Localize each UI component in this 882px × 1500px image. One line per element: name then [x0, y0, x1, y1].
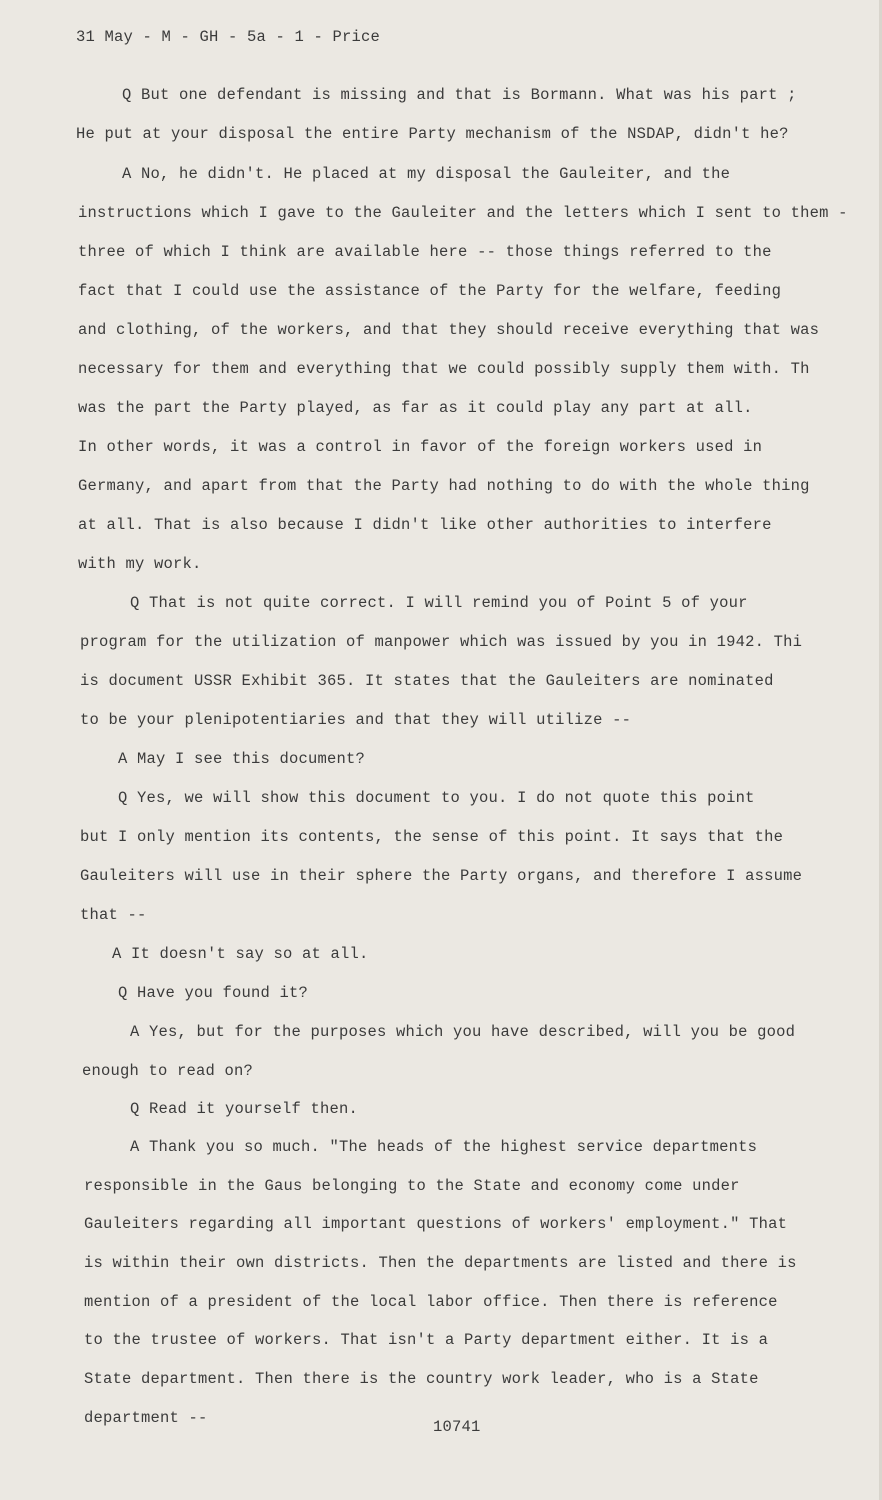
transcript-line: to be your plenipotentiaries and that they will utilize --	[80, 711, 632, 729]
transcript-line: three of which I think are available here -- those things referred to the	[78, 243, 772, 261]
transcript-line: A May I see this document?	[118, 750, 366, 768]
transcript-line: Gauleiters regarding all important questions of workers' employment." That	[84, 1215, 788, 1233]
transcript-line: He put at your disposal the entire Party mechanism of the NSDAP, didn't he?	[76, 125, 789, 143]
transcript-line: and clothing, of the workers, and that they should receive everything that was	[78, 321, 820, 339]
transcript-line: Q Have you found it?	[118, 984, 309, 1002]
transcript-line: fact that I could use the assistance of the Party for the welfare, feeding	[78, 282, 782, 300]
transcript-line: necessary for them and everything that we could possibly supply them with. Th	[78, 360, 810, 378]
transcript-line: Q Read it yourself then.	[130, 1100, 359, 1118]
transcript-line: A No, he didn't. He placed at my disposal the Gauleiter, and the	[122, 165, 731, 183]
transcript-line: with my work.	[78, 555, 202, 573]
transcript-line: A It doesn't say so at all.	[112, 945, 369, 963]
transcript-line: program for the utilization of manpower which was issued by you in 1942. Thi	[80, 633, 803, 651]
transcript-line: enough to read on?	[82, 1062, 254, 1080]
transcript-line: Germany, and apart from that the Party had nothing to do with the whole thing	[78, 477, 810, 495]
transcript-line: that --	[80, 906, 147, 924]
transcript-line: Q Yes, we will show this document to you. I do not quote this point	[118, 789, 755, 807]
page-number: 10741	[433, 1418, 481, 1436]
transcript-line: responsible in the Gaus belonging to the State and economy come under	[84, 1177, 740, 1195]
transcript-line: In other words, it was a control in favor of the foreign workers used in	[78, 438, 763, 456]
transcript-line: Q But one defendant is missing and that is Bormann. What was his part ;	[122, 86, 797, 104]
transcript-line: instructions which I gave to the Gauleiter and the letters which I sent to them -	[78, 204, 848, 222]
transcript-line: at all. That is also because I didn't like other authorities to interfere	[78, 516, 772, 534]
transcript-line: to the trustee of workers. That isn't a Party department either. It is a	[84, 1331, 769, 1349]
transcript-line: but I only mention its contents, the sense of this point. It says that the	[80, 828, 784, 846]
page-header: 31 May - M - GH - 5a - 1 - Price	[76, 28, 381, 46]
transcript-line: is document USSR Exhibit 365. It states that the Gauleiters are nominated	[80, 672, 774, 690]
transcript-line: A Yes, but for the purposes which you have described, will you be good	[130, 1023, 796, 1041]
transcript-line: Gauleiters will use in their sphere the Party organs, and therefore I assume	[80, 867, 803, 885]
transcript-line: was the part the Party played, as far as it could play any part at all.	[78, 399, 753, 417]
transcript-line: mention of a president of the local labor office. Then there is reference	[84, 1293, 778, 1311]
transcript-line: is within their own districts. Then the departments are listed and there is	[84, 1254, 797, 1272]
transcript-line: Q That is not quite correct. I will remind you of Point 5 of your	[130, 594, 748, 612]
transcript-line: department --	[84, 1409, 208, 1427]
transcript-line: A Thank you so much. "The heads of the highest service departments	[130, 1138, 758, 1156]
transcript-line: State department. Then there is the country work leader, who is a State	[84, 1370, 759, 1388]
